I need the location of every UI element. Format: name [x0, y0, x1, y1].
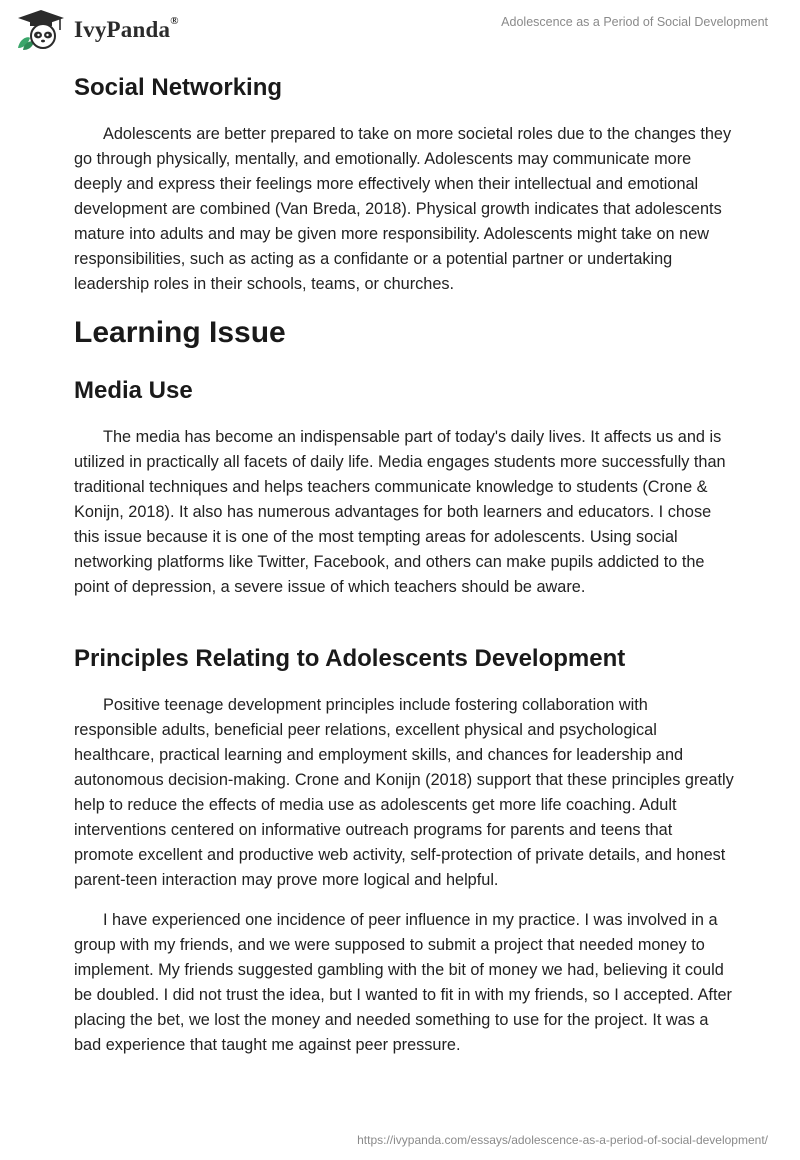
brand-name: IvyPanda® — [74, 15, 179, 42]
heading-principles: Principles Relating to Adolescents Development — [74, 645, 626, 672]
heading-social-networking: Social Networking — [74, 74, 283, 101]
brand-logo[interactable] — [14, 8, 179, 52]
document-title: Adolescence as a Period of Social Development — [501, 15, 768, 29]
panda-graduate-icon — [14, 8, 68, 52]
paragraph-principles-1: Positive teenage development principles include fostering collaboration with responsible adults, beneficial peer relations, excellent physical and psychological healthcare, practical learning and employment skills, and chances for leadership and autonomous decision-making. Crone and Konijn (2018) support that these principles greatly help to reduce the effects of media use as adolescents get more life coaching. Adult interventions centered on informative outreach programs for parents and teens that promote excellent and productive web activity, self-protection of private details, and honest parent-teen interaction may prove more logical and helpful. — [74, 696, 734, 889]
source-url[interactable]: https://ivypanda.com/essays/adolescence-as-a-period-of-social-development/ — [357, 1133, 768, 1147]
paragraph-principles-2: I have experienced one incidence of peer influence in my practice. I was involved in a group with my friends, and we were supposed to submit a project that needed money to implement. My friends suggested gambling with the bit of money we had, believing it could be doubled. I did not trust the idea, but I wanted to fit in with my friends, so I accepted. After placing the bet, we lost the money and needed something to use for the project. It was a bad experience that taught me against peer pressure. — [74, 911, 732, 1054]
paragraph-social-networking: Adolescents are better prepared to take on more societal roles due to the changes they go through physically, mentally, and emotionally. Adolescents may communicate more deeply and express their feelings more effectively when their intellectual and emotional development are combined (Van Breda, 2018). Physical growth indicates that adolescents mature into adults and may be given more responsibility. Adolescents might take on new responsibilities, such as acting as a confidante or a potential partner or undertaking leadership roles in their schools, teams, or churches. — [74, 125, 732, 293]
paragraph-media-use: The media has become an indispensable part of today's daily lives. It affects us and is utilized in practically all facets of daily life. Media engages students more successfully than traditional techniques and helps teachers communicate knowledge to students (Crone & Konijn, 2018). It also has numerous advantages for both learners and educators. I chose this issue because it is one of the most tempting areas for adolescents. Using social networking platforms like Twitter, Facebook, and others can make pupils addicted to the point of depression, a severe issue of which teachers should be aware. — [74, 428, 726, 596]
heading-learning-issue: Learning Issue — [74, 316, 286, 349]
page-header — [0, 0, 800, 60]
heading-media-use: Media Use — [74, 377, 193, 404]
